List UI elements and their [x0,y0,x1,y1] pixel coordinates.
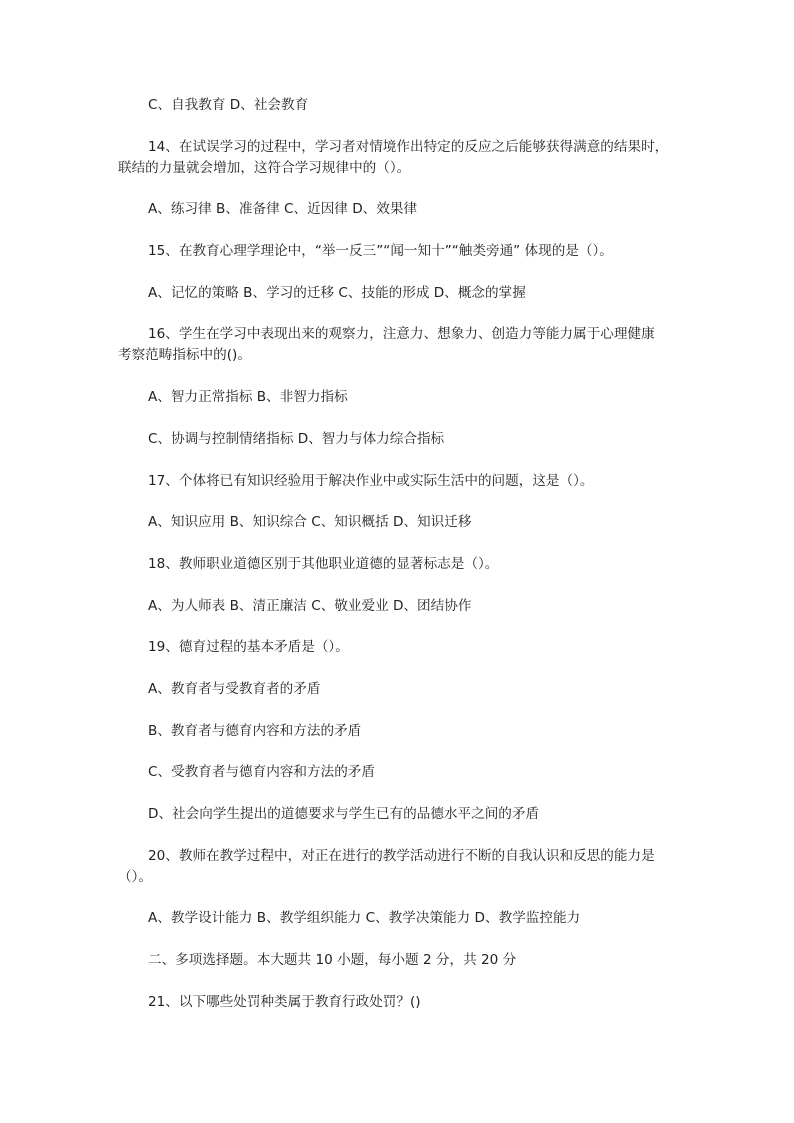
paragraph [118,950,688,971]
text-line: D、社会向学生提出的道德要求与学生已有的品德水平之间的矛盾 [148,806,540,822]
text-line: A、记忆的策略 B、学习的迁移 C、技能的形成 D、概念的掌握 [148,284,526,301]
paragraph [118,387,688,408]
text-line: A、教学设计能力 B、教学组织能力 C、教学决策能力 D、教学监控能力 [148,910,581,927]
text-line: 二、多项选择题。本大题共 10 小题，每小题 2 分，共 20 分 [148,952,517,969]
text-line: 20、教师在教学过程中，对正在进行的教学活动进行不断的自我认识和反思的能力是 [148,847,655,864]
paragraph [118,241,688,262]
text-line: A、教育者与受教育者的矛盾 [148,680,321,697]
text-line: A、知识应用 B、知识综合 C、知识概括 D、知识迁移 [148,514,472,531]
paragraph [118,95,688,116]
text-line: 考察范畴指标中的()。 [118,347,251,364]
text-line: A、练习律 B、准备律 C、近因律 D、效果律 [148,201,418,218]
paragraph [118,199,688,220]
paragraph [118,721,688,742]
paragraph [118,429,688,450]
text-line: C、受教育者与德育内容和方法的矛盾 [148,764,375,781]
document-body [118,95,688,1033]
paragraph [118,637,688,658]
paragraph [118,908,688,929]
text-line: （）。 [118,868,152,885]
paragraph [118,512,688,533]
paragraph [118,596,688,617]
text-line: C、协调与控制情绪指标 D、智力与体力综合指标 [148,430,445,447]
paragraph [118,137,688,179]
text-line: C、自我教育 D、社会教育 [148,97,309,113]
text-line: A、智力正常指标 B、非智力指标 [148,389,348,406]
text-line: B、教育者与德育内容和方法的矛盾 [148,722,362,739]
paragraph [118,471,688,492]
paragraph [118,992,688,1013]
paragraph [118,283,688,304]
paragraph [118,324,688,366]
text-line: A、为人师表 B、清正廉洁 C、敬业爱业 D、团结协作 [148,597,472,614]
text-line: 18、教师职业道德区别于其他职业道德的显著标志是（）。 [148,555,499,572]
paragraph [118,679,688,700]
text-line: 16、学生在学习中表现出来的观察力，注意力、想象力、创造力等能力属于心理健康 [148,326,655,343]
paragraph [118,762,688,783]
text-line: 19、德育过程的基本矛盾是（）。 [148,639,349,656]
text-line: 15、在教育心理学理论中，“举一反三”“闻一知十”“触类旁通” 体现的是（）。 [148,243,613,260]
paragraph [118,554,688,575]
text-line: 联结的力量就会增加，这符合学习规律中的（）。 [118,159,411,176]
text-line: 21、以下哪些处罚种类属于教育行政处罚？() [148,993,421,1010]
text-line: 17、个体将已有知识经验用于解决作业中或实际生活中的问题，这是（）。 [148,472,594,489]
paragraph [118,804,688,825]
text-line: 14、在试误学习的过程中，学习者对情境作出特定的反应之后能够获得满意的结果时， [148,138,669,155]
paragraph [118,846,688,888]
